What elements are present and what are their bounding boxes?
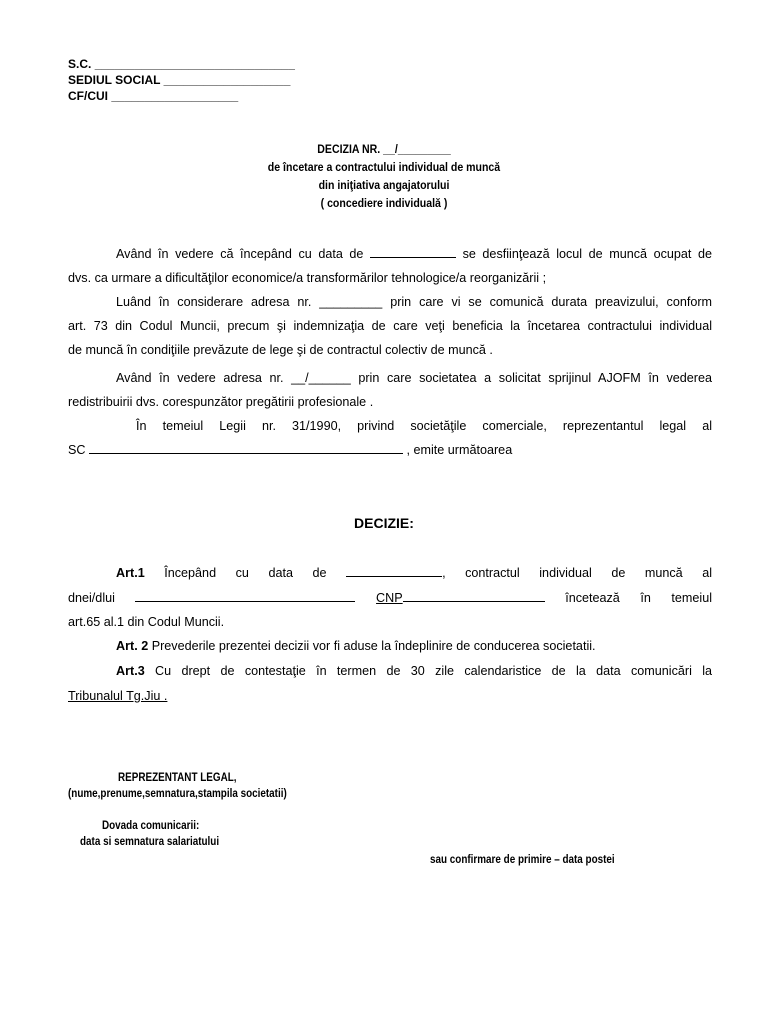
tax-id-blank: ___________________ — [111, 89, 239, 103]
para1-line2: dvs. ca urmare a dificultăţilor economice/a transformărilor tehnologice/a reorganizării ; — [68, 271, 547, 285]
employee-name-blank — [135, 589, 355, 602]
art1-line3: art.65 al.1 din Codul Muncii. — [68, 615, 225, 629]
tax-id-line — [68, 88, 238, 104]
cnp-blank — [403, 589, 545, 602]
legal-representative-label: REPREZENTANT LEGAL, — [118, 772, 237, 784]
termination-date-blank — [346, 564, 442, 577]
proof-of-communication-label: Dovada comunicarii: — [102, 820, 200, 832]
art3-line1: Art.3 Cu drept de contestaţie în termen de 30 zile calendaristice de la data comunicări la — [116, 664, 713, 678]
art1-line2: dnei/dlui CNP încetează în temeiul — [68, 591, 713, 605]
art1-label: Art.1 — [116, 566, 145, 580]
postal-confirmation-label: sau confirmare de primire – data postei — [430, 854, 615, 866]
para2-line2: art. 73 din Codul Muncii, precum şi indemnizaţia de care veţi beneficia la încetarea contractului individual — [68, 319, 712, 333]
date-blank — [370, 245, 456, 258]
art2-line: Art. 2 Prevederile prezentei decizii vor fi aduse la îndeplinire de conducerea societatii. — [116, 639, 596, 653]
decision-type: ( concediere individuală ) — [320, 196, 448, 210]
registered-office-label: SEDIUL SOCIAL — [68, 73, 161, 87]
para3-line2: redistribuirii dvs. corespunzător pregătirii profesionale . — [68, 395, 374, 409]
art1-line1: Art.1 Începând cu data de , contractul individual de muncă al — [116, 566, 713, 580]
employee-signature-label: data si semnatura salariatului — [80, 836, 220, 848]
registered-office-blank: ___________________ — [163, 73, 291, 87]
art2-label: Art. 2 — [116, 639, 149, 653]
company-blank: ______________________________ — [94, 57, 295, 71]
decision-subtitle: de încetare a contractului individual de muncă — [267, 160, 501, 174]
decision-number-title: DECIZIA NR. __/_________ — [317, 142, 451, 156]
registered-office-line — [68, 72, 290, 88]
tribunal-name: Tribunalul Tg.Jiu . — [68, 689, 168, 703]
art3-label: Art.3 — [116, 664, 145, 678]
decizie-heading: DECIZIE: — [354, 515, 414, 531]
para4-line2: SC , emite următoarea — [68, 443, 513, 457]
para2-line1: Luând în considerare adresa nr. _________ prin care vi se comunică durata preavizului, conform — [116, 295, 713, 309]
para3-line1: Având în vedere adresa nr. __/______ prin care societatea a solicitat sprijinul AJOFM în vederea — [116, 371, 713, 385]
address-number-blank: _________ — [319, 295, 383, 309]
art3-line2 — [68, 685, 712, 708]
para2-line3: de muncă în condiţiile prevăzute de lege şi de contractul colectiv de muncă . — [68, 343, 493, 357]
legal-representative-details: (nume,prenume,semnatura,stampila societatii) — [68, 788, 287, 800]
decision-initiative: din iniţiativa angajatorului — [318, 178, 450, 192]
cnp-label: CNP — [376, 591, 403, 605]
para1-line1: Având în vedere că începând cu data de se desfiinţează locul de muncă ocupat de — [116, 247, 713, 261]
company-name-blank — [89, 441, 403, 454]
para4-line1: În temeiul Legii nr. 31/1990, privind societăţile comerciale, reprezentantul legal al — [136, 419, 712, 433]
company-label: S.C. — [68, 57, 92, 71]
tax-id-label: CF/CUI — [68, 89, 108, 103]
company-line — [68, 56, 295, 72]
ajofm-address-blank: __/______ — [291, 371, 351, 385]
